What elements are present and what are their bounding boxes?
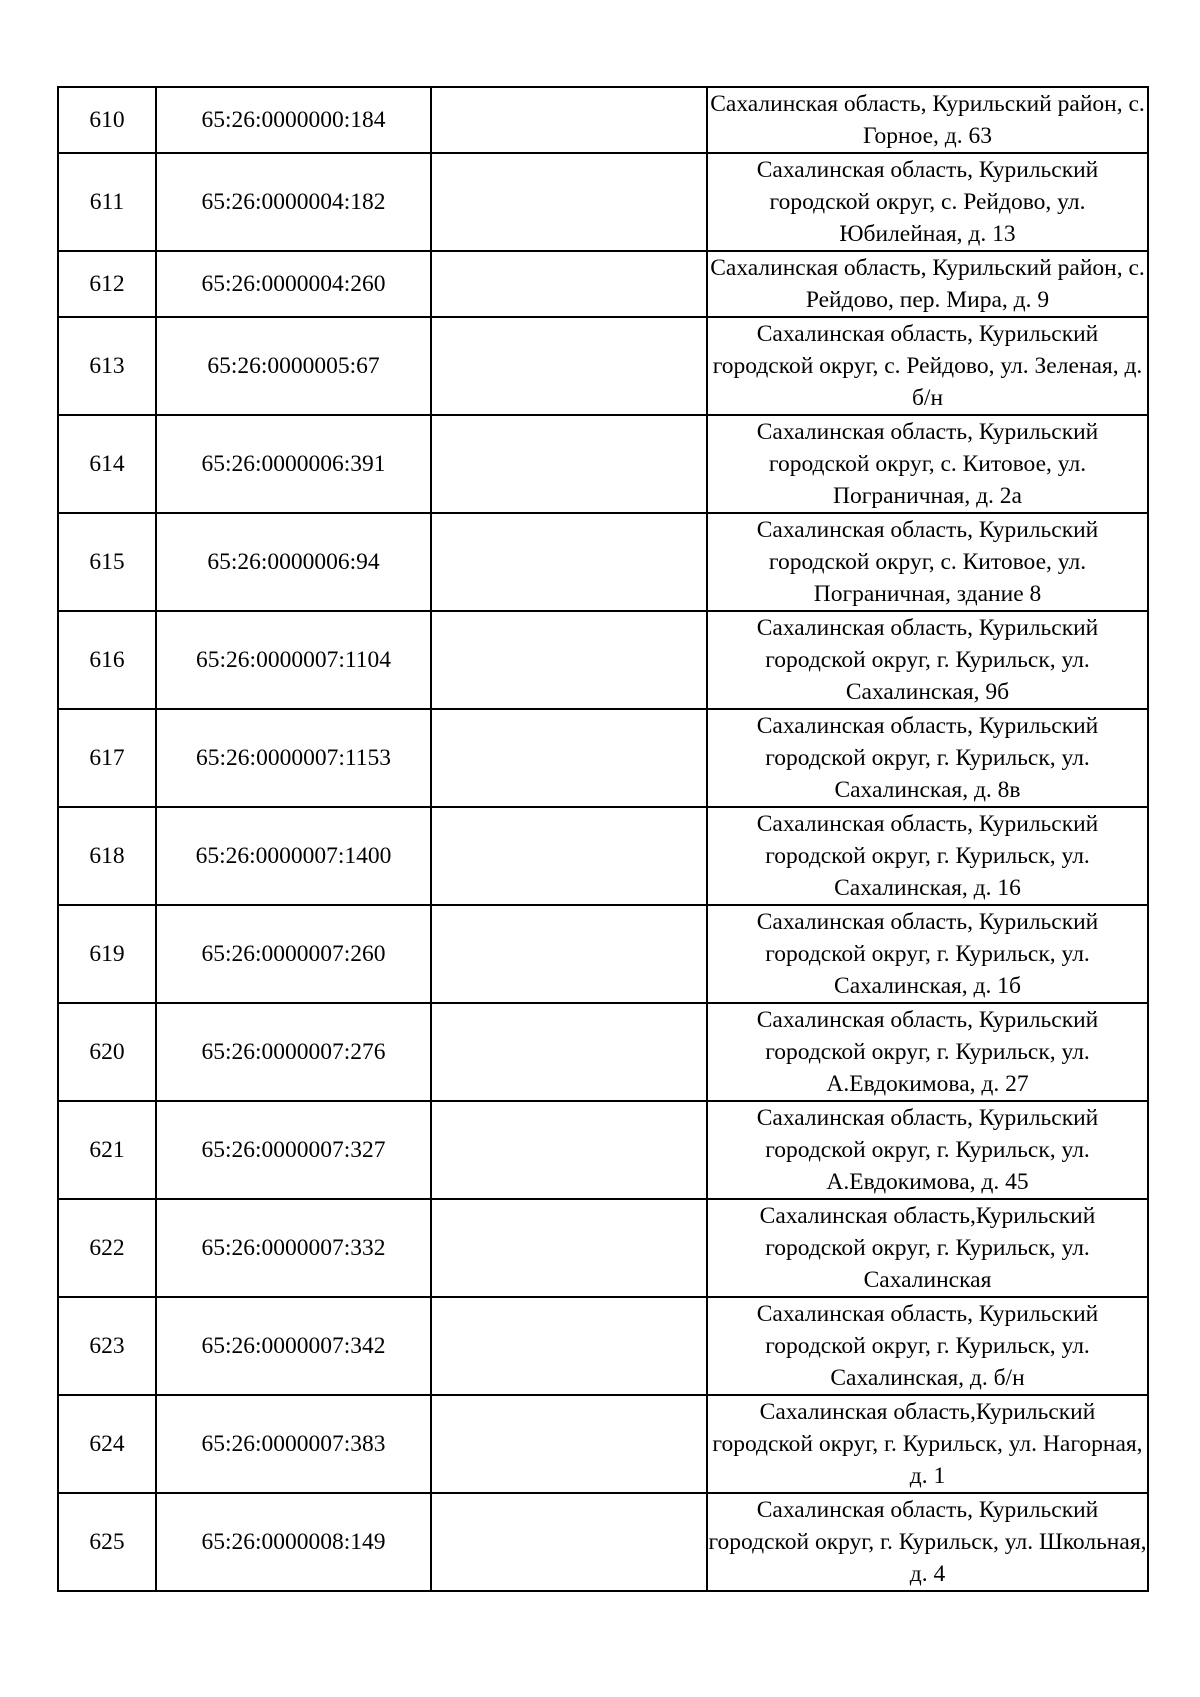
cadastral-number-cell: 65:26:0000007:260 — [156, 905, 431, 1003]
row-number-cell: 618 — [58, 807, 156, 905]
cadastral-number-cell: 65:26:0000007:327 — [156, 1101, 431, 1199]
address-cell: Сахалинская область, Курильский городской округ, г. Курильск, ул. А.Евдокимова, д. 27 — [707, 1003, 1148, 1101]
table-row — [58, 807, 1148, 905]
cadastral-number-cell: 65:26:0000007:342 — [156, 1297, 431, 1395]
cadastral-number-cell: 65:26:0000004:182 — [156, 153, 431, 251]
row-number-cell: 625 — [58, 1493, 156, 1591]
address-cell: Сахалинская область,Курильский городской округ, г. Курильск, ул. Нагорная, д. 1 — [707, 1395, 1148, 1493]
address-cell: Сахалинская область, Курильский городской округ, с. Китовое, ул. Пограничная, здание 8 — [707, 513, 1148, 611]
row-number-cell: 623 — [58, 1297, 156, 1395]
address-cell: Сахалинская область, Курильский городской округ, г. Курильск, ул. Сахалинская, д. 16 — [707, 807, 1148, 905]
table-row — [58, 1493, 1148, 1591]
table-row — [58, 317, 1148, 415]
table-row — [58, 709, 1148, 807]
table-row — [58, 1297, 1148, 1395]
address-cell: Сахалинская область, Курильский городской округ, г. Курильск, ул. Сахалинская, д. 1б — [707, 905, 1148, 1003]
row-number-cell: 615 — [58, 513, 156, 611]
row-number-cell: 612 — [58, 251, 156, 317]
empty-cell — [431, 87, 707, 153]
address-cell: Сахалинская область, Курильский район, с. Рейдово, пер. Мира, д. 9 — [707, 251, 1148, 317]
address-cell: Сахалинская область, Курильский городской округ, г. Курильск, ул. Сахалинская, 9б — [707, 611, 1148, 709]
cadastral-number-cell: 65:26:0000007:1104 — [156, 611, 431, 709]
row-number-cell: 614 — [58, 415, 156, 513]
empty-cell — [431, 317, 707, 415]
table-row — [58, 611, 1148, 709]
empty-cell — [431, 1101, 707, 1199]
table-row — [58, 905, 1148, 1003]
empty-cell — [431, 1199, 707, 1297]
row-number-cell: 622 — [58, 1199, 156, 1297]
table-row — [58, 153, 1148, 251]
empty-cell — [431, 513, 707, 611]
cadastral-number-cell: 65:26:0000004:260 — [156, 251, 431, 317]
address-cell: Сахалинская область, Курильский городской округ, г. Курильск, ул. Сахалинская, д. 8в — [707, 709, 1148, 807]
row-number-cell: 617 — [58, 709, 156, 807]
empty-cell — [431, 709, 707, 807]
empty-cell — [431, 1003, 707, 1101]
cadastral-number-cell: 65:26:0000007:1153 — [156, 709, 431, 807]
empty-cell — [431, 807, 707, 905]
table-row — [58, 415, 1148, 513]
address-cell: Сахалинская область, Курильский городской округ, с. Рейдово, ул. Юбилейная, д. 13 — [707, 153, 1148, 251]
property-registry-table — [57, 86, 1149, 1592]
cadastral-number-cell: 65:26:0000007:383 — [156, 1395, 431, 1493]
empty-cell — [431, 1395, 707, 1493]
table-row — [58, 251, 1148, 317]
registry-table-body — [58, 87, 1148, 1591]
address-cell: Сахалинская область, Курильский городской округ, г. Курильск, ул. А.Евдокимова, д. 45 — [707, 1101, 1148, 1199]
cadastral-number-cell: 65:26:0000005:67 — [156, 317, 431, 415]
empty-cell — [431, 1297, 707, 1395]
address-cell: Сахалинская область, Курильский городской округ, г. Курильск, ул. Сахалинская, д. б/н — [707, 1297, 1148, 1395]
row-number-cell: 610 — [58, 87, 156, 153]
cadastral-number-cell: 65:26:0000007:276 — [156, 1003, 431, 1101]
row-number-cell: 616 — [58, 611, 156, 709]
empty-cell — [431, 251, 707, 317]
row-number-cell: 613 — [58, 317, 156, 415]
row-number-cell: 611 — [58, 153, 156, 251]
cadastral-number-cell: 65:26:0000006:391 — [156, 415, 431, 513]
cadastral-number-cell: 65:26:0000008:149 — [156, 1493, 431, 1591]
empty-cell — [431, 1493, 707, 1591]
address-cell: Сахалинская область,Курильский городской округ, г. Курильск, ул. Сахалинская — [707, 1199, 1148, 1297]
empty-cell — [431, 415, 707, 513]
table-row — [58, 1199, 1148, 1297]
empty-cell — [431, 153, 707, 251]
table-row — [58, 1003, 1148, 1101]
cadastral-number-cell: 65:26:0000000:184 — [156, 87, 431, 153]
cadastral-number-cell: 65:26:0000007:1400 — [156, 807, 431, 905]
address-cell: Сахалинская область, Курильский городской округ, с. Китовое, ул. Пограничная, д. 2а — [707, 415, 1148, 513]
table-row — [58, 513, 1148, 611]
table-row — [58, 87, 1148, 153]
row-number-cell: 624 — [58, 1395, 156, 1493]
empty-cell — [431, 905, 707, 1003]
row-number-cell: 621 — [58, 1101, 156, 1199]
address-cell: Сахалинская область, Курильский городской округ, г. Курильск, ул. Школьная, д. 4 — [707, 1493, 1148, 1591]
row-number-cell: 619 — [58, 905, 156, 1003]
row-number-cell: 620 — [58, 1003, 156, 1101]
address-cell: Сахалинская область, Курильский городской округ, с. Рейдово, ул. Зеленая, д. б/н — [707, 317, 1148, 415]
table-row — [58, 1101, 1148, 1199]
cadastral-number-cell: 65:26:0000006:94 — [156, 513, 431, 611]
address-cell: Сахалинская область, Курильский район, с. Горное, д. 63 — [707, 87, 1148, 153]
table-row — [58, 1395, 1148, 1493]
empty-cell — [431, 611, 707, 709]
cadastral-number-cell: 65:26:0000007:332 — [156, 1199, 431, 1297]
